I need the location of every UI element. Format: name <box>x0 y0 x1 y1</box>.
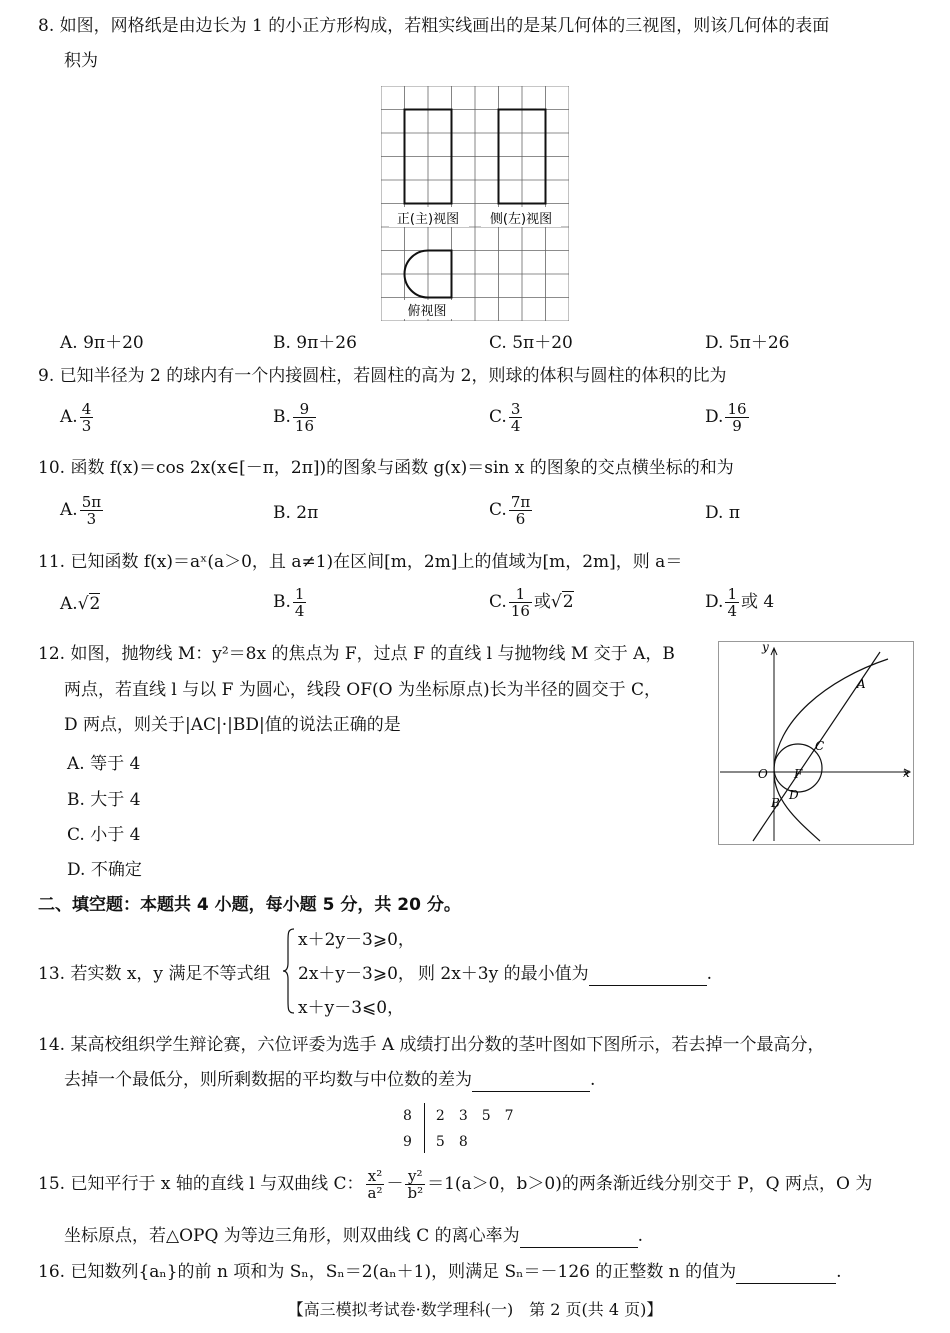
left-brace <box>282 927 296 1015</box>
three-view-figure <box>381 86 569 321</box>
q11-text: 11. 已知函数 f(x)＝aˣ(a＞0，且 a≠1)在区间[m，2m]上的值域为[m，2m]，则 a＝ <box>38 552 683 572</box>
y-label: y <box>762 641 769 654</box>
point-c-label: C <box>815 739 825 753</box>
q12-line1: 12. 如图，抛物线 M：y²＝8x 的焦点为 F，过点 F 的直线 l 与抛物线 M 交于 A，B <box>38 644 675 664</box>
q10-option-c: C. $\frac{7\pi}{6}$ <box>489 493 531 528</box>
fraction: $\frac{\text{y²}}{\text{b²}}$ <box>407 1167 424 1202</box>
q11-option-b: B. $\frac{1}{4}$ <box>273 585 305 620</box>
answer-blank[interactable] <box>520 1229 638 1248</box>
q10-option-a: A. $\frac{5\pi}{3}$ <box>60 493 102 528</box>
q12-option-d: D. 不确定 <box>67 860 142 880</box>
q11-option-a: A.√2 <box>60 594 101 614</box>
fraction: $\frac{16}{9}$ <box>727 400 747 435</box>
page-footer: 【高三模拟考试卷·数学理科(一) 第 2 页(共 4 页)】 <box>287 1300 663 1319</box>
stem-leaf-row-1: 8 2 3 5 7 <box>403 1108 514 1124</box>
stem-leaf-row-2: 9 5 8 <box>403 1134 468 1150</box>
q13-suffix: 则 2x＋3y 的最小值为 . <box>418 964 713 984</box>
q9-option-c: C. $\frac{3}{4}$ <box>489 400 521 435</box>
q9-text: 9. 已知半径为 2 的球内有一个内接圆柱，若圆柱的高为 2，则球的体积与圆柱的体积的比为 <box>38 366 727 386</box>
q10-text: 10. 函数 f(x)＝cos 2x(x∈[－π，2π])的图象与函数 g(x)＝sin x 的图象的交点横坐标的和为 <box>38 458 734 478</box>
answer-blank[interactable] <box>472 1073 590 1092</box>
q10-option-d: D. π <box>705 503 741 523</box>
fraction: $\frac{3}{4}$ <box>510 400 521 435</box>
fraction: $\frac{1}{16}$ <box>510 585 530 620</box>
side-view-label: 侧(左)视图 <box>489 212 553 227</box>
q8-option-a: A. 9π＋20 <box>60 333 144 353</box>
q8-line1: 8. 如图，网格纸是由边长为 1 的小正方形构成，若粗实线画出的是某几何体的三视图，则该几何体的表面 <box>38 16 830 36</box>
q8-option-d: D. 5π＋26 <box>705 333 790 353</box>
q12-option-c: C. 小于 4 <box>67 825 141 845</box>
q9-option-d: D. $\frac{16}{9}$ <box>705 400 747 435</box>
fraction: $\frac{\text{x²}}{\text{a²}}$ <box>367 1167 383 1202</box>
parabola-figure <box>718 641 914 845</box>
answer-blank[interactable] <box>736 1265 836 1284</box>
fraction: $\frac{4}{3}$ <box>81 400 92 435</box>
q13-inequality-1: x＋2y－3⩾0， <box>298 930 415 950</box>
stem-leaf-divider <box>424 1103 425 1153</box>
q11-option-d: D. $\frac{1}{4}$ 或 4 <box>705 585 775 620</box>
q14-line1: 14. 某高校组织学生辩论赛，六位评委为选手 A 成绩打出分数的茎叶图如下图所示，若去掉一个最高分， <box>38 1035 825 1055</box>
q13-inequality-2: 2x＋y－3⩾0， <box>298 964 415 984</box>
q8-line2: 积为 <box>64 51 98 71</box>
q12-line3: D 两点，则关于|AC|·|BD|值的说法正确的是 <box>64 715 401 735</box>
fraction: $\frac{1}{4}$ <box>727 585 737 620</box>
q12-option-a: A. 等于 4 <box>67 754 141 774</box>
point-b-label: B <box>771 796 780 810</box>
fraction: $\frac{7\pi}{6}$ <box>510 493 531 528</box>
parabola-curve <box>774 659 888 841</box>
front-view-label: 正(主)视图 <box>396 212 460 227</box>
point-d-label: D <box>789 788 799 802</box>
q15-line2: 坐标原点，若△OPQ 为等边三角形，则双曲线 C 的离心率为 . <box>64 1226 644 1246</box>
point-o-label: O <box>758 767 768 781</box>
fraction: $\frac{1}{4}$ <box>294 585 305 620</box>
x-label: x <box>903 766 910 780</box>
fraction: $\frac{9}{16}$ <box>294 400 314 435</box>
point-a-label: A <box>857 677 866 691</box>
q9-option-b: B. $\frac{9}{16}$ <box>273 400 314 435</box>
q14-line2: 去掉一个最低分，则所剩数据的平均数与中位数的差为 . <box>64 1070 596 1090</box>
q8-option-b: B. 9π＋26 <box>273 333 357 353</box>
q12-option-b: B. 大于 4 <box>67 790 141 810</box>
point-f-label: F <box>794 767 803 781</box>
fraction: $\frac{5\pi}{3}$ <box>81 493 102 528</box>
q15-line1: 15. 已知平行于 x 轴的直线 l 与双曲线 C： $\frac{\text{x²}}{\text{a²}}$ － $\frac{\text{y²}}{\text{b²}}$ ＝1(a＞0，b＞0)的两条渐近线分别交于 P，Q 两点，O 为 <box>38 1167 873 1202</box>
q10-option-b: B. 2π <box>273 503 319 523</box>
q8-option-c: C. 5π＋20 <box>489 333 573 353</box>
q11-option-c: C. $\frac{1}{16}$ 或√2 <box>489 585 574 620</box>
q16-text: 16. 已知数列{aₙ}的前 n 项和为 Sₙ，Sₙ＝2(aₙ＋1)，则满足 Sₙ＝－126 的正整数 n 的值为 . <box>38 1262 842 1282</box>
q12-line2: 两点，若直线 l 与以 F 为圆心，线段 OF(O 为坐标原点)长为半径的圆交于 C， <box>64 680 661 700</box>
top-view-label: 俯视图 <box>407 304 447 319</box>
section2-heading: 二、填空题：本题共 4 小题，每小题 5 分，共 20 分。 <box>38 895 461 915</box>
q13-inequality-3: x＋y－3⩽0， <box>298 998 405 1018</box>
q13-prefix: 13. 若实数 x，y 满足不等式组 <box>38 964 271 984</box>
q9-option-a: A. $\frac{4}{3}$ <box>60 400 92 435</box>
answer-blank[interactable] <box>589 967 707 986</box>
